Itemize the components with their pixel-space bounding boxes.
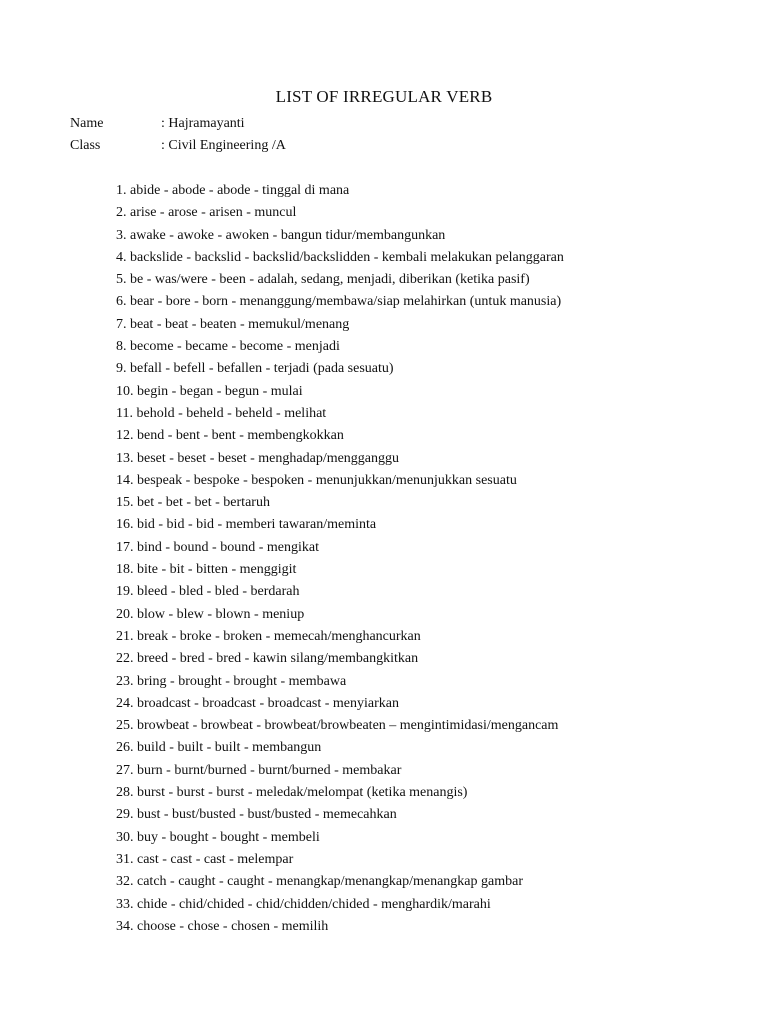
- list-item: 15. bet - bet - bet - bertaruh: [116, 495, 270, 511]
- class-label: Class: [70, 138, 101, 153]
- list-item: 34. choose - chose - chosen - memilih: [116, 918, 329, 934]
- list-item: 27. burn - burnt/burned - burnt/burned - membakar: [116, 762, 402, 778]
- list-item: 1. abide - abode - abode - tinggal di mana: [116, 183, 350, 198]
- list-item: 21. break - broke - broken - memecah/menghancurkan: [116, 628, 421, 644]
- list-item: 2. arise - arose - arisen - muncul: [116, 205, 297, 221]
- list-item: 29. bust - bust/busted - bust/busted - memecahkan: [116, 807, 397, 823]
- name-value: : Hajramayanti: [161, 116, 245, 131]
- list-item: 25. browbeat - browbeat - browbeat/browbeaten – mengintimidasi/mengancam: [116, 718, 559, 734]
- list-item: 19. bleed - bled - bled - berdarah: [116, 584, 300, 600]
- class-value: : Civil Engineering /A: [161, 138, 286, 153]
- list-item: 11. behold - beheld - beheld - melihat: [116, 405, 327, 421]
- name-row: [70, 113, 286, 135]
- list-item: 30. buy - bought - bought - membeli: [116, 829, 320, 845]
- list-item: 5. be - was/were - been - adalah, sedang, menjadi, diberikan (ketika pasif): [116, 272, 530, 288]
- list-item: 18. bite - bit - bitten - menggigit: [116, 562, 297, 578]
- list-item: 20. blow - blew - blown - meniup: [116, 606, 305, 622]
- list-item: 16. bid - bid - bid - memberi tawaran/meminta: [116, 517, 377, 533]
- list-item: 6. bear - bore - born - menanggung/membawa/siap melahirkan (untuk manusia): [116, 294, 562, 310]
- list-item: 9. befall - befell - befallen - terjadi (pada sesuatu): [116, 361, 394, 377]
- document-title: LIST OF IRREGULAR VERB: [275, 87, 493, 106]
- list-item: 3. awake - awoke - awoken - bangun tidur/membangunkan: [116, 227, 446, 243]
- name-label: Name: [70, 116, 104, 131]
- list-item: 8. become - became - become - menjadi: [116, 339, 340, 355]
- list-item: 28. burst - burst - burst - meledak/melompat (ketika menangis): [116, 785, 468, 801]
- list-item: 17. bind - bound - bound - mengikat: [116, 539, 319, 555]
- list-item: 10. begin - began - begun - mulai: [116, 383, 303, 399]
- irregular-verb-list: [116, 180, 564, 938]
- list-item: 24. broadcast - broadcast - broadcast - menyiarkan: [116, 695, 399, 711]
- list-item: 23. bring - brought - brought - membawa: [116, 673, 347, 689]
- list-item: 4. backslide - backslid - backslid/backslidden - kembali melakukan pelanggaran: [116, 249, 564, 265]
- list-item: 14. bespeak - bespoke - bespoken - menunjukkan/menunjukkan sesuatu: [116, 472, 517, 488]
- list-item: 26. build - built - built - membangun: [116, 740, 322, 756]
- list-item: 32. catch - caught - caught - menangkap/menangkap/menangkap gambar: [116, 874, 524, 890]
- list-item: 31. cast - cast - cast - melempar: [116, 851, 294, 867]
- list-item: 13. beset - beset - beset - menghadap/mengganggu: [116, 450, 400, 466]
- list-item: 22. breed - bred - bred - kawin silang/membangkitkan: [116, 651, 419, 667]
- student-info: [70, 113, 286, 157]
- list-item: 12. bend - bent - bent - membengkokkan: [116, 428, 344, 444]
- list-item: 7. beat - beat - beaten - memukul/menang: [116, 316, 350, 332]
- class-row: [70, 135, 286, 157]
- list-item: 33. chide - chid/chided - chid/chidden/chided - menghardik/marahi: [116, 896, 491, 912]
